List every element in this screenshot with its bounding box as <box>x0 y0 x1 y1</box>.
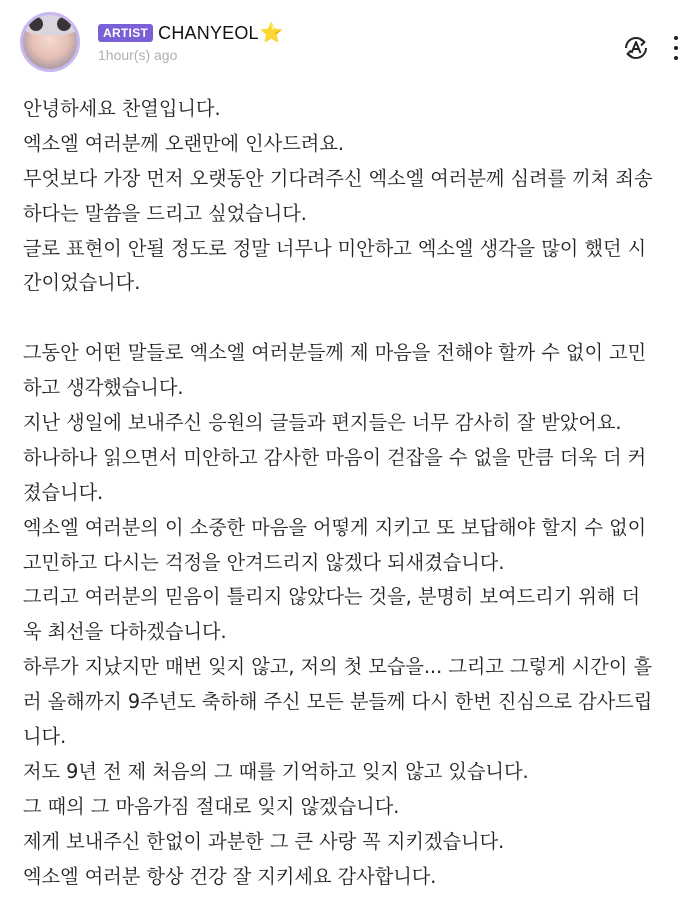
post-body-line: 무엇보다 가장 먼저 오랫동안 기다려주신 엑소엘 여러분께 심려를 끼쳐 죄송 <box>23 166 653 190</box>
post-body-line: 엑소엘 여러분의 이 소중한 마음을 어떻게 지키고 또 보답해야 할지 수 없이 <box>23 515 647 539</box>
more-vertical-icon-dot <box>674 56 678 60</box>
post-header <box>20 12 680 76</box>
post-body-line: 욱 최선을 다하겠습니다. <box>23 620 227 644</box>
post-body-line: 간이었습니다. <box>23 271 141 295</box>
author-name[interactable]: CHANYEOL <box>158 22 259 43</box>
author-block <box>98 22 283 63</box>
post-body-line: 제게 보내주신 한없이 과분한 그 큰 사랑 꼭 지키겠습니다. <box>23 829 505 853</box>
post-body-line: 하고 생각했습니다. <box>23 376 184 400</box>
post-body-line: 엑소엘 여러분께 오랜만에 인사드려요. <box>23 131 344 155</box>
post-body <box>23 92 683 894</box>
post-body-line: 글로 표현이 안될 정도로 정말 너무나 미안하고 엑소엘 생각을 많이 했던 시 <box>23 236 647 260</box>
post-body-line: 그 때의 그 마음가짐 절대로 잊지 않겠습니다. <box>23 794 400 818</box>
translate-button[interactable] <box>618 30 654 66</box>
avatar-left-ear <box>29 17 43 31</box>
post-body-line: 러 올해까지 9주년도 축하해 주신 모든 분들께 다시 한번 진심으로 감사드립 <box>23 690 653 714</box>
post-body-line: 하루가 지났지만 매번 잊지 않고, 저의 첫 모습을... 그리고 그렇게 시간이 흘 <box>23 655 653 679</box>
more-options-button[interactable] <box>666 28 686 68</box>
author-avatar[interactable] <box>20 12 80 72</box>
post-body-line: 그리고 여러분의 믿음이 틀리지 않았다는 것을, 분명히 보여드리기 위해 더 <box>23 585 641 609</box>
post-body-line: 니다. <box>23 725 67 749</box>
post-body-line: 안녕하세요 찬열입니다. <box>23 97 221 120</box>
post-body-line: 고민하고 다시는 걱정을 안겨드리지 않겠다 되새겼습니다. <box>23 550 505 574</box>
more-vertical-icon-dot <box>674 36 678 40</box>
artist-badge: ARTIST <box>98 24 153 42</box>
translate-icon <box>618 30 654 66</box>
post-body-blank-line <box>23 301 683 336</box>
post-body-line: 엑소엘 여러분 항상 건강 잘 지키세요 감사합니다. <box>23 864 437 888</box>
post-body-line: 졌습니다. <box>23 480 104 504</box>
post-timestamp: 1hour(s) ago <box>98 47 178 63</box>
more-vertical-icon-dot <box>674 46 678 50</box>
post-body-line: 하나하나 읽으면서 미안하고 감사한 마음이 걷잡을 수 없을 만큼 더욱 더 커 <box>23 445 647 469</box>
star-icon: ⭐ <box>259 22 284 44</box>
avatar-right-ear <box>57 17 71 31</box>
author-line <box>98 22 283 44</box>
post-body-line: 하다는 말씀을 드리고 싶었습니다. <box>23 201 307 225</box>
post-body-line: 지난 생일에 보내주신 응원의 글들과 편지들은 너무 감사히 잘 받았어요. <box>23 411 622 435</box>
post-body-line: 저도 9년 전 제 처음의 그 때를 기억하고 잊지 않고 있습니다. <box>23 759 529 783</box>
post-body-line: 그동안 어떤 말들로 엑소엘 여러분들께 제 마음을 전해야 할까 수 없이 고민 <box>23 341 647 365</box>
